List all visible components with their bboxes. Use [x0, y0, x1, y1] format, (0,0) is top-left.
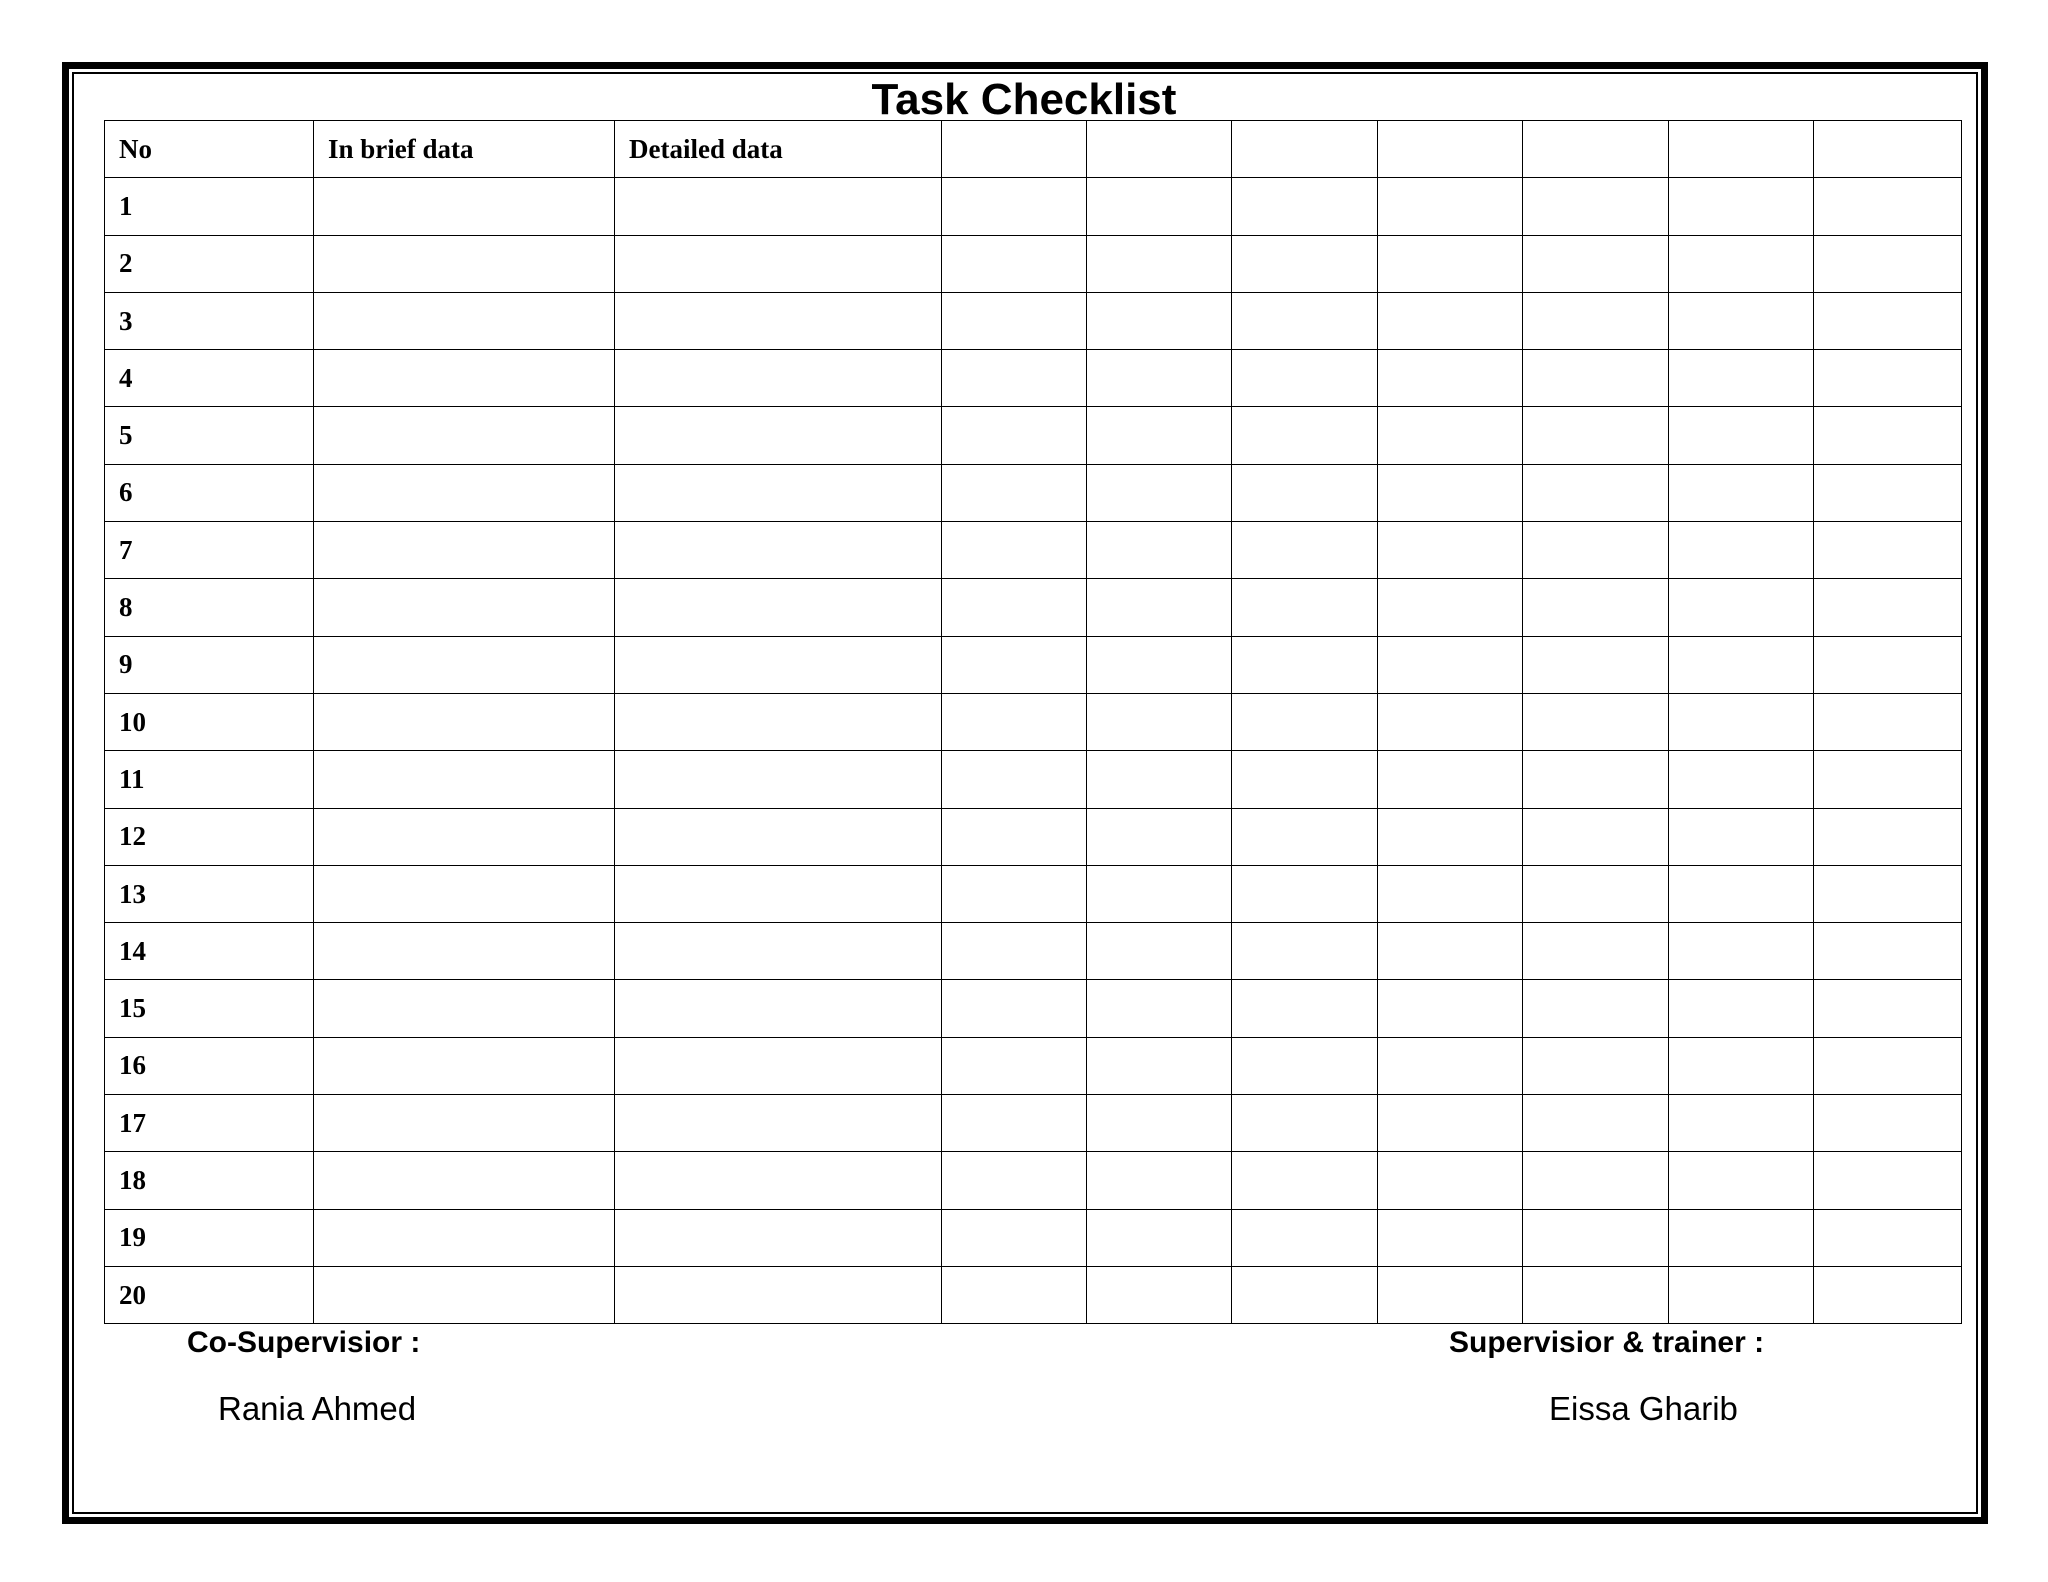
table-cell [1523, 1152, 1669, 1209]
table-cell [942, 1209, 1087, 1266]
table-cell [1232, 751, 1378, 808]
table-cell [1814, 1037, 1962, 1094]
table-row [105, 1209, 1962, 1266]
table-cell [314, 1266, 615, 1323]
row-number-cell: 4 [105, 350, 314, 407]
table-cell [1087, 522, 1232, 579]
header-no: No [105, 121, 314, 178]
row-number-cell: 14 [105, 923, 314, 980]
table-cell [1378, 350, 1523, 407]
table-cell [1378, 980, 1523, 1037]
table-cell [1378, 865, 1523, 922]
table-cell [1669, 980, 1814, 1037]
table-cell [1232, 350, 1378, 407]
table-cell [314, 579, 615, 636]
table-cell [1523, 693, 1669, 750]
table-cell [314, 407, 615, 464]
table-cell [1378, 1266, 1523, 1323]
table-cell [615, 1037, 942, 1094]
table-cell [1669, 235, 1814, 292]
table-cell [1087, 579, 1232, 636]
table-cell [1669, 350, 1814, 407]
table-cell [1232, 579, 1378, 636]
page-title: Task Checklist [871, 75, 1177, 124]
table-cell [615, 1209, 942, 1266]
table-row [105, 235, 1962, 292]
table-cell [1232, 1037, 1378, 1094]
table-cell [942, 865, 1087, 922]
co-supervisor-label: Co-Supervisior : [187, 1326, 421, 1359]
table-cell [314, 1095, 615, 1152]
table-cell [615, 1095, 942, 1152]
table-row [105, 1266, 1962, 1323]
table-row [105, 407, 1962, 464]
table-cell [1523, 292, 1669, 349]
table-cell [1523, 1209, 1669, 1266]
table-cell [1087, 178, 1232, 235]
table-cell [942, 693, 1087, 750]
table-cell [1669, 178, 1814, 235]
table-cell [1814, 407, 1962, 464]
table-cell [1378, 693, 1523, 750]
table-cell [1232, 808, 1378, 865]
table-cell [615, 522, 942, 579]
table-cell [314, 1152, 615, 1209]
table-cell [1087, 751, 1232, 808]
table-cell [1087, 350, 1232, 407]
table-cell [1378, 178, 1523, 235]
table-cell [942, 235, 1087, 292]
header-blank [1669, 121, 1814, 178]
row-number-cell: 20 [105, 1266, 314, 1323]
header-blank [942, 121, 1087, 178]
table-cell [1523, 464, 1669, 521]
supervisor-trainer-name: Eissa Gharib [1549, 1390, 1738, 1427]
table-cell [1087, 693, 1232, 750]
table-cell [1669, 808, 1814, 865]
table-cell [1814, 1266, 1962, 1323]
table-cell [615, 178, 942, 235]
table-cell [1232, 693, 1378, 750]
table-cell [1087, 1266, 1232, 1323]
table-cell [1232, 636, 1378, 693]
table-cell [942, 923, 1087, 980]
table-cell [1232, 407, 1378, 464]
table-cell [314, 751, 615, 808]
header-blank [1814, 121, 1962, 178]
table-header-row [105, 121, 1962, 178]
table-cell [1378, 235, 1523, 292]
row-number-cell: 10 [105, 693, 314, 750]
row-number-cell: 12 [105, 808, 314, 865]
table-cell [1087, 407, 1232, 464]
table-cell [1087, 1095, 1232, 1152]
table-cell [314, 693, 615, 750]
table-cell [615, 464, 942, 521]
row-number-cell: 2 [105, 235, 314, 292]
table-cell [1523, 751, 1669, 808]
row-number-cell: 9 [105, 636, 314, 693]
table-cell [1669, 1095, 1814, 1152]
table-cell [314, 1037, 615, 1094]
table-cell [314, 464, 615, 521]
header-blank [1523, 121, 1669, 178]
row-number-cell: 6 [105, 464, 314, 521]
table-cell [1232, 1266, 1378, 1323]
table-cell [1523, 178, 1669, 235]
header-blank [1087, 121, 1232, 178]
table-cell [1814, 636, 1962, 693]
row-number-cell: 11 [105, 751, 314, 808]
supervisor-trainer-label: Supervisior & trainer : [1449, 1326, 1765, 1359]
table-cell [615, 865, 942, 922]
table-cell [942, 808, 1087, 865]
table-cell [314, 292, 615, 349]
table-cell [1378, 636, 1523, 693]
table-cell [615, 693, 942, 750]
table-cell [1814, 1095, 1962, 1152]
table-cell [942, 178, 1087, 235]
table-cell [615, 407, 942, 464]
table-cell [1814, 751, 1962, 808]
table-cell [1814, 808, 1962, 865]
table-cell [1523, 980, 1669, 1037]
table-cell [1232, 292, 1378, 349]
table-cell [1232, 522, 1378, 579]
table-cell [1378, 1152, 1523, 1209]
table-cell [314, 350, 615, 407]
row-number-cell: 16 [105, 1037, 314, 1094]
table-cell [615, 579, 942, 636]
table-cell [1814, 865, 1962, 922]
table-cell [1814, 693, 1962, 750]
table-cell [314, 1209, 615, 1266]
table-row [105, 292, 1962, 349]
table-cell [615, 1266, 942, 1323]
table-row [105, 1095, 1962, 1152]
table-cell [1669, 1152, 1814, 1209]
table-cell [615, 636, 942, 693]
table-cell [1378, 923, 1523, 980]
table-cell [1087, 1209, 1232, 1266]
table-cell [615, 350, 942, 407]
table-cell [1669, 579, 1814, 636]
table-cell [314, 178, 615, 235]
row-number-cell: 17 [105, 1095, 314, 1152]
table-cell [1669, 407, 1814, 464]
checklist-table [104, 120, 1962, 1324]
row-number-cell: 7 [105, 522, 314, 579]
table-cell [1232, 923, 1378, 980]
row-number-cell: 13 [105, 865, 314, 922]
table-cell [1523, 579, 1669, 636]
table-cell [615, 1152, 942, 1209]
table-cell [942, 980, 1087, 1037]
table-cell [1814, 923, 1962, 980]
table-cell [1669, 636, 1814, 693]
table-cell [942, 579, 1087, 636]
row-number-cell: 1 [105, 178, 314, 235]
table-cell [1378, 1209, 1523, 1266]
table-cell [1669, 464, 1814, 521]
table-row [105, 464, 1962, 521]
table-cell [1523, 923, 1669, 980]
header-detailed-data: Detailed data [615, 121, 942, 178]
table-row [105, 865, 1962, 922]
table-cell [942, 407, 1087, 464]
header-blank [1378, 121, 1523, 178]
table-cell [1378, 1037, 1523, 1094]
table-cell [1087, 865, 1232, 922]
table-cell [1669, 693, 1814, 750]
table-cell [1378, 579, 1523, 636]
table-cell [615, 235, 942, 292]
table-cell [615, 808, 942, 865]
table-cell [1087, 1152, 1232, 1209]
table-cell [1814, 178, 1962, 235]
table-cell [314, 980, 615, 1037]
table-cell [942, 464, 1087, 521]
table-cell [1232, 464, 1378, 521]
table-cell [1378, 1095, 1523, 1152]
table-cell [1523, 636, 1669, 693]
table-row [105, 579, 1962, 636]
table-cell [1523, 808, 1669, 865]
table-cell [1523, 350, 1669, 407]
header-blank [1232, 121, 1378, 178]
table-cell [1523, 865, 1669, 922]
table-cell [1087, 292, 1232, 349]
row-number-cell: 5 [105, 407, 314, 464]
table-cell [1378, 751, 1523, 808]
table-cell [1523, 1095, 1669, 1152]
table-cell [1087, 923, 1232, 980]
table-cell [314, 865, 615, 922]
table-cell [1669, 1209, 1814, 1266]
table-cell [1087, 636, 1232, 693]
table-cell [1669, 1266, 1814, 1323]
header-in-brief-data: In brief data [314, 121, 615, 178]
table-cell [314, 522, 615, 579]
table-cell [1669, 923, 1814, 980]
table-cell [615, 751, 942, 808]
table-cell [1814, 1152, 1962, 1209]
table-row [105, 1152, 1962, 1209]
table-cell [1378, 407, 1523, 464]
table-cell [942, 292, 1087, 349]
table-cell [1232, 865, 1378, 922]
table-row [105, 636, 1962, 693]
table-cell [1087, 1037, 1232, 1094]
table-row [105, 350, 1962, 407]
table-row [105, 1037, 1962, 1094]
table-cell [1378, 464, 1523, 521]
row-number-cell: 19 [105, 1209, 314, 1266]
table-cell [1523, 235, 1669, 292]
table-cell [1378, 292, 1523, 349]
table-cell [942, 350, 1087, 407]
table-row [105, 923, 1962, 980]
table-cell [1814, 350, 1962, 407]
table-cell [1669, 522, 1814, 579]
table-cell [1523, 407, 1669, 464]
table-cell [1232, 178, 1378, 235]
table-cell [615, 292, 942, 349]
table-cell [942, 1152, 1087, 1209]
table-cell [1087, 808, 1232, 865]
table-cell [942, 1266, 1087, 1323]
table-cell [1814, 980, 1962, 1037]
table-cell [1232, 235, 1378, 292]
table-row [105, 522, 1962, 579]
table-cell [1087, 980, 1232, 1037]
row-number-cell: 8 [105, 579, 314, 636]
table-cell [942, 1095, 1087, 1152]
table-row [105, 751, 1962, 808]
table-cell [1378, 522, 1523, 579]
row-number-cell: 15 [105, 980, 314, 1037]
table-cell [1669, 1037, 1814, 1094]
table-cell [314, 636, 615, 693]
row-number-cell: 3 [105, 292, 314, 349]
table-cell [1232, 1209, 1378, 1266]
table-cell [942, 751, 1087, 808]
row-number-cell: 18 [105, 1152, 314, 1209]
table-cell [1523, 522, 1669, 579]
table-cell [1814, 235, 1962, 292]
table-cell [1232, 1095, 1378, 1152]
table-cell [942, 636, 1087, 693]
table-cell [1669, 292, 1814, 349]
table-row [105, 693, 1962, 750]
table-cell [1087, 464, 1232, 521]
table-cell [1814, 464, 1962, 521]
table-cell [1087, 235, 1232, 292]
table-row [105, 808, 1962, 865]
table-cell [1814, 522, 1962, 579]
table-cell [314, 808, 615, 865]
table-cell [942, 522, 1087, 579]
table-cell [1814, 1209, 1962, 1266]
table-cell [615, 923, 942, 980]
table-cell [942, 1037, 1087, 1094]
table-cell [615, 980, 942, 1037]
table-row [105, 980, 1962, 1037]
table-cell [1378, 808, 1523, 865]
table-cell [314, 235, 615, 292]
table-cell [1523, 1266, 1669, 1323]
table-cell [1232, 980, 1378, 1037]
table-cell [1669, 865, 1814, 922]
table-cell [1814, 579, 1962, 636]
table-cell [1669, 751, 1814, 808]
co-supervisor-name: Rania Ahmed [218, 1390, 417, 1427]
table-cell [1523, 1037, 1669, 1094]
table-cell [314, 923, 615, 980]
table-cell [1232, 1152, 1378, 1209]
table-cell [1814, 292, 1962, 349]
table-row [105, 178, 1962, 235]
